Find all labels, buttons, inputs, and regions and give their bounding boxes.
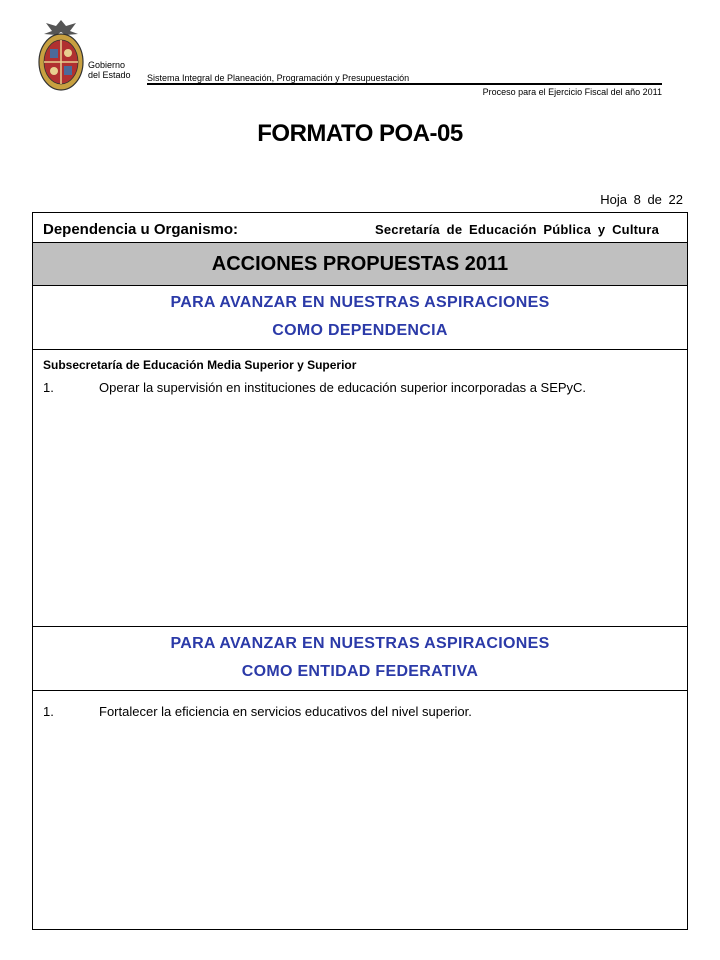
section2-line1: PARA AVANZAR EN NUESTRAS ASPIRACIONES: [170, 635, 550, 652]
page-info: [600, 192, 683, 207]
dependencia-row: [33, 213, 687, 243]
hoja-label: Hoja: [600, 192, 627, 207]
total-pages: 22: [668, 192, 683, 207]
item-text: Operar la supervisión en instituciones de educación superior incorporadas a SEPyC.: [99, 380, 587, 395]
process-label: Proceso para el Ejercicio Fiscal del año 2011: [482, 87, 662, 97]
current-page: 8: [633, 192, 641, 207]
form-frame: [32, 212, 688, 930]
system-title: Sistema Integral de Planeación, Programación y Presupuestación: [147, 73, 410, 83]
section-dependencia-heading: [33, 286, 687, 350]
state-seal-logo: [36, 18, 86, 96]
gobierno-line-2: del Estado: [88, 70, 131, 80]
item-text: Fortalecer la eficiencia en servicios educativos del nivel superior.: [99, 704, 472, 719]
gobierno-label: [88, 60, 131, 80]
item-number: 1.: [43, 704, 54, 719]
gobierno-line-1: Gobierno: [88, 60, 126, 70]
subsecretaria-heading: Subsecretaría de Educación Media Superior y Superior: [43, 358, 357, 372]
document-title: FORMATO POA-05: [257, 120, 463, 147]
de-label: de: [647, 192, 662, 207]
section2-line2: COMO ENTIDAD FEDERATIVA: [241, 663, 479, 680]
item-number: 1.: [43, 380, 54, 395]
section-entidad-heading: [33, 626, 687, 691]
section1-line1: PARA AVANZAR EN NUESTRAS ASPIRACIONES: [170, 294, 550, 311]
dependencia-label: Dependencia u Organismo:: [43, 221, 239, 238]
acciones-banner: ACCIONES PROPUESTAS 2011: [33, 243, 687, 286]
header-divider: [147, 83, 662, 85]
section1-line2: COMO DEPENDENCIA: [272, 322, 448, 339]
dependencia-value: Secretaría de Educación Pública y Cultura: [374, 222, 659, 237]
